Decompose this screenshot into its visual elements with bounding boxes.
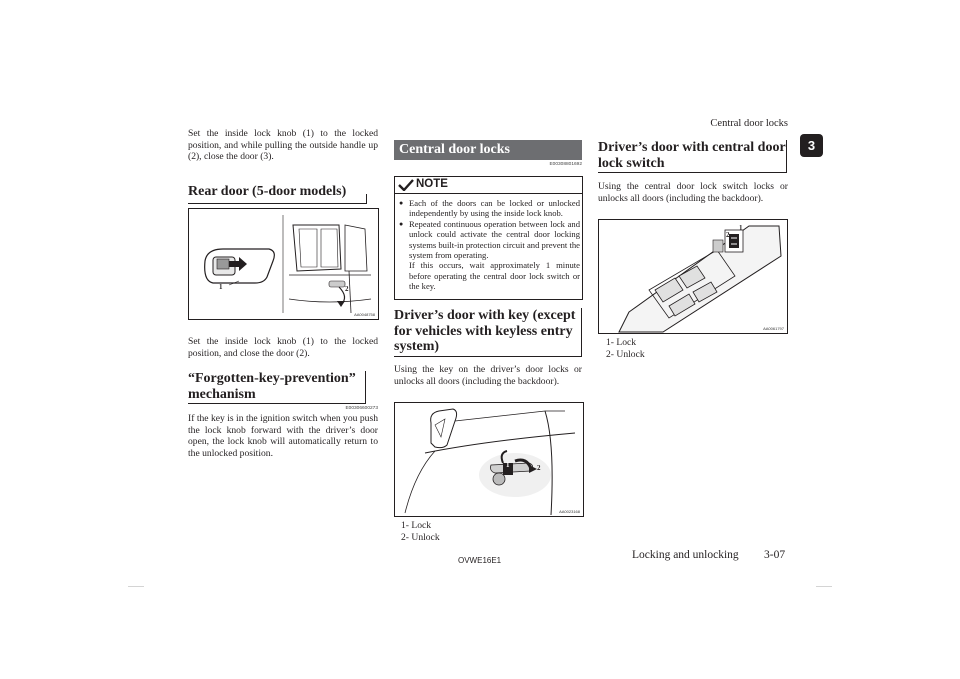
note-label: NOTE [416, 178, 448, 190]
rear-door-heading: Rear door (5-door models) [188, 184, 347, 199]
bullet-icon: ● [399, 219, 404, 228]
legend-unlock: 2- Unlock [401, 532, 440, 543]
switch-heading: Driver’s door with central door lock switch [598, 140, 786, 171]
intro-paragraph: Set the inside lock knob (1) to the locked position, and while pulling the outside handle up (2), close the door (3). [188, 128, 378, 163]
rear-door-illustration [189, 209, 378, 319]
crop-mark [128, 586, 144, 587]
callout-2: 2 [726, 231, 730, 239]
heading-rule [188, 403, 365, 404]
callout-2: 2 [345, 285, 349, 293]
note-item [399, 219, 580, 261]
note-item-text: Each of the doors can be locked or unlocked independently by using the inside lock knob. [409, 198, 580, 219]
forgotten-key-paragraph: If the key is in the ignition switch when you push the lock knob forward with the driver’s door open, the lock knob will automatically return to the unlocked position. [188, 413, 378, 459]
heading-rule [581, 308, 582, 357]
callout-2: 2 [537, 464, 541, 472]
lock-switch-illustration [599, 220, 787, 333]
footer-section: Locking and unlocking [632, 549, 739, 561]
note-item [399, 198, 580, 219]
heading-rule [598, 172, 786, 173]
rear-door-paragraph: Set the inside lock knob (1) to the locked position, and close the door (2). [188, 336, 378, 359]
callout-1: 1 [219, 283, 223, 291]
chapter-tab: 3 [800, 134, 823, 157]
forgotten-key-heading: “Forgotten-key-prevention” mechanism [188, 371, 356, 402]
lock-switch-figure [598, 219, 788, 334]
legend-lock: 1- Lock [401, 520, 432, 531]
door-key-illustration [395, 403, 583, 516]
page-number: 3-07 [764, 549, 786, 561]
heading-rule [365, 371, 366, 404]
heading-rule [394, 356, 581, 357]
switch-paragraph: Using the central door lock switch locks or unlocks all doors (including the backdoor). [598, 181, 788, 204]
section-code: E00308801692 [549, 162, 582, 167]
section-code: E00306600273 [345, 406, 378, 411]
note-item-text: Repeated continuous operation between lock and unlock could activate the central door locking systems built-in protection circuit and prevent the system from operating. [409, 218, 580, 261]
callout-1: 1 [506, 461, 510, 469]
heading-rule [786, 140, 787, 173]
heading-rule [366, 194, 367, 204]
figure-code: AA0048758 [354, 312, 375, 317]
legend-lock: 1- Lock [606, 337, 637, 348]
door-key-figure [394, 402, 584, 517]
running-header: Central door locks [710, 118, 788, 129]
note-item-continuation [399, 260, 580, 291]
note-header [395, 177, 582, 194]
central-door-locks-title: Central door locks [399, 142, 510, 157]
heading-rule [188, 203, 366, 204]
note-item-text: If this occurs, wait approximately 1 minute before operating the central door lock switch or the key. [409, 260, 580, 292]
bullet-icon: ● [399, 199, 404, 207]
note-box [394, 176, 583, 300]
figure-code: AA0023168 [559, 509, 580, 514]
key-paragraph: Using the key on the driver’s door locks or unlocks all doors (including the backdoor). [394, 364, 582, 387]
callout-1: 1 [739, 224, 743, 232]
key-heading: Driver’s door with key (except for vehicles with keyless entry system) [394, 308, 576, 354]
rear-door-figure [188, 208, 379, 320]
central-door-locks-banner [394, 140, 582, 160]
crop-mark [816, 586, 832, 587]
check-icon [398, 179, 414, 191]
figure-code: AA0061797 [763, 326, 784, 331]
doc-code: OVWE16E1 [458, 556, 502, 565]
legend-unlock: 2- Unlock [606, 349, 645, 360]
